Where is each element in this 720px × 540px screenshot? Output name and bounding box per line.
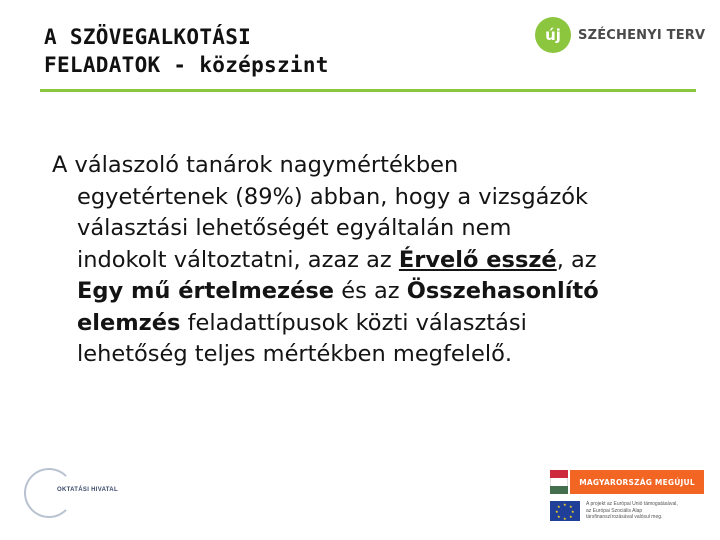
oktatasi-hivatal-text: OKTATÁSI HIVATAL: [57, 487, 118, 493]
oktatasi-hivatal-arc-icon: [24, 468, 74, 518]
body-line-5-mid: és az: [334, 278, 407, 304]
hungarian-flag-icon: [550, 470, 568, 494]
body-line-2: egyetértenek (89%) abban, hogy a vizsgázók: [77, 183, 589, 210]
eu-note-line-3: társfinanszírozásával valósul meg.: [586, 514, 663, 520]
header-divider: [40, 89, 696, 92]
body-line-5: [52, 276, 692, 308]
title-line-1: A SZÖVEGALKOTÁSI: [44, 25, 252, 49]
magyarorszag-megujul-logo: [548, 468, 708, 528]
szechenyi-logo-text: SZÉCHENYI TERV: [578, 27, 706, 43]
body-line-6-post: feladattípusok közti választási: [180, 309, 527, 336]
szechenyi-logo-icon: új: [535, 17, 571, 53]
task-type-ervelo-essze: Érvelő esszé: [398, 246, 557, 273]
eu-note-line-2: az Európai Szociális Alap: [586, 507, 643, 514]
body-line-1: A válaszoló tanárok nagymértékben: [52, 152, 459, 178]
task-type-osszehasonlito: Összehasonlító: [406, 278, 599, 304]
body-line-4-pre: indokolt változtatni, azaz az: [77, 246, 399, 273]
eu-funding-note: [586, 501, 706, 521]
body-line-4-post: , az: [556, 246, 597, 273]
eu-flag-icon: ★ ★ ★ ★ ★ ★ ★ ★: [550, 501, 580, 521]
body-line-4: [52, 245, 692, 277]
body-line-3: választási lehetőségét egyáltalán nem: [77, 215, 512, 241]
eu-note-line-1: A projekt az Európai Unió támogatásával,: [586, 501, 678, 507]
magyarorszag-megujul-banner: MAGYARORSZÁG MEGÚJUL: [570, 470, 704, 494]
title-line-2: FELADATOK - középszint: [44, 53, 329, 77]
slide-title: [44, 23, 329, 79]
oktatasi-hivatal-logo: [24, 468, 118, 518]
body-line-6: [52, 308, 692, 340]
task-type-egy-mu-ertelmezese: Egy mű értelmezése: [77, 278, 335, 304]
task-type-elemzes: elemzés: [77, 309, 181, 336]
body-paragraph: [52, 150, 692, 371]
szechenyi-terv-logo: [535, 17, 705, 53]
body-line-7: lehetőség teljes mértékben megfelelő.: [77, 341, 512, 367]
